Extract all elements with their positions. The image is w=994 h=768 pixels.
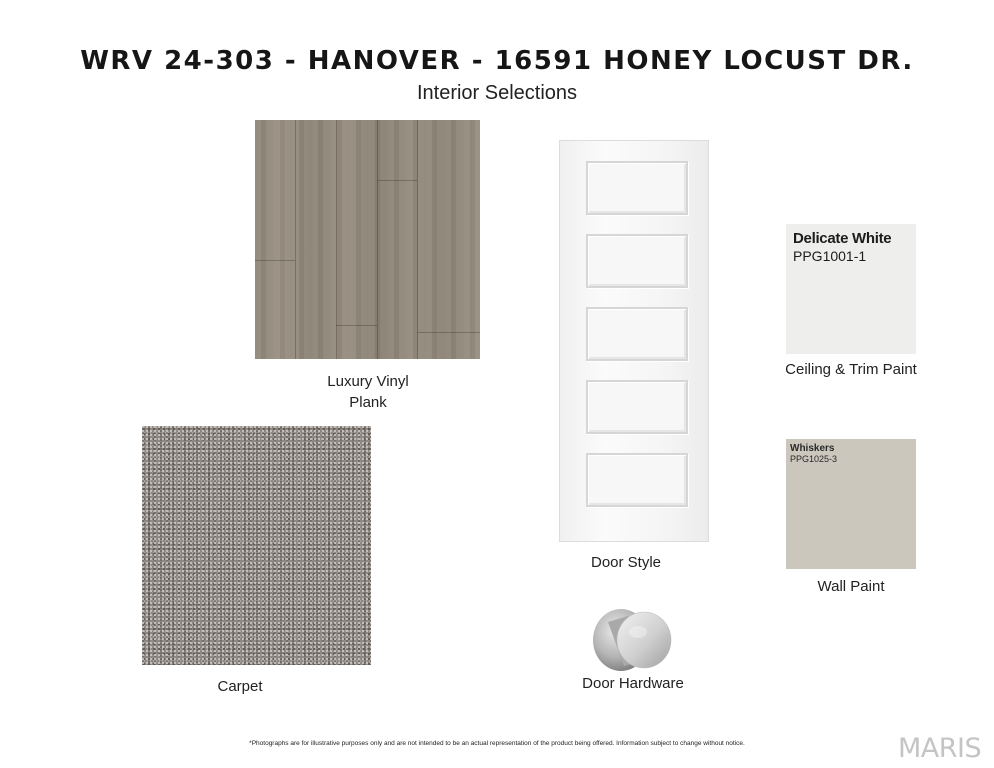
ceiling-paint-swatch xyxy=(786,224,916,354)
door-knob-image xyxy=(588,602,680,674)
wall-paint-swatch xyxy=(786,439,916,569)
wall-paint-caption: Wall Paint xyxy=(817,578,885,595)
swatch-name: Delicate White xyxy=(793,230,892,247)
carpet-image xyxy=(142,426,371,665)
page-title: WRV 24-303 - HANOVER - 16591 HONEY LOCUST DR. xyxy=(80,46,914,76)
door-panel xyxy=(586,453,688,507)
door-style-caption: Door Style xyxy=(590,554,662,571)
door-panel xyxy=(586,380,688,434)
door-panel xyxy=(586,307,688,361)
page-subtitle: Interior Selections xyxy=(416,82,578,104)
ceiling-paint-caption: Ceiling & Trim Paint xyxy=(785,361,917,378)
swatch-name: Whiskers xyxy=(790,443,835,454)
maris-watermark: MARIS xyxy=(898,733,982,764)
swatch-code: PPG1001-1 xyxy=(793,248,867,264)
luxury-vinyl-plank-image xyxy=(255,120,480,359)
door-style-image xyxy=(559,140,709,542)
luxury-vinyl-plank-caption: Luxury Vinyl Plank xyxy=(327,373,409,411)
door-panel xyxy=(586,234,688,288)
swatch-code: PPG1025-3 xyxy=(790,454,838,464)
disclaimer: *Photographs are for illustrative purposes only and are not intended to be an actual representation of the product being offered. Information subject to change without notice. xyxy=(249,740,745,747)
carpet-caption: Carpet xyxy=(217,678,263,695)
door-panel xyxy=(586,161,688,215)
door-hardware-caption: Door Hardware xyxy=(582,675,684,692)
